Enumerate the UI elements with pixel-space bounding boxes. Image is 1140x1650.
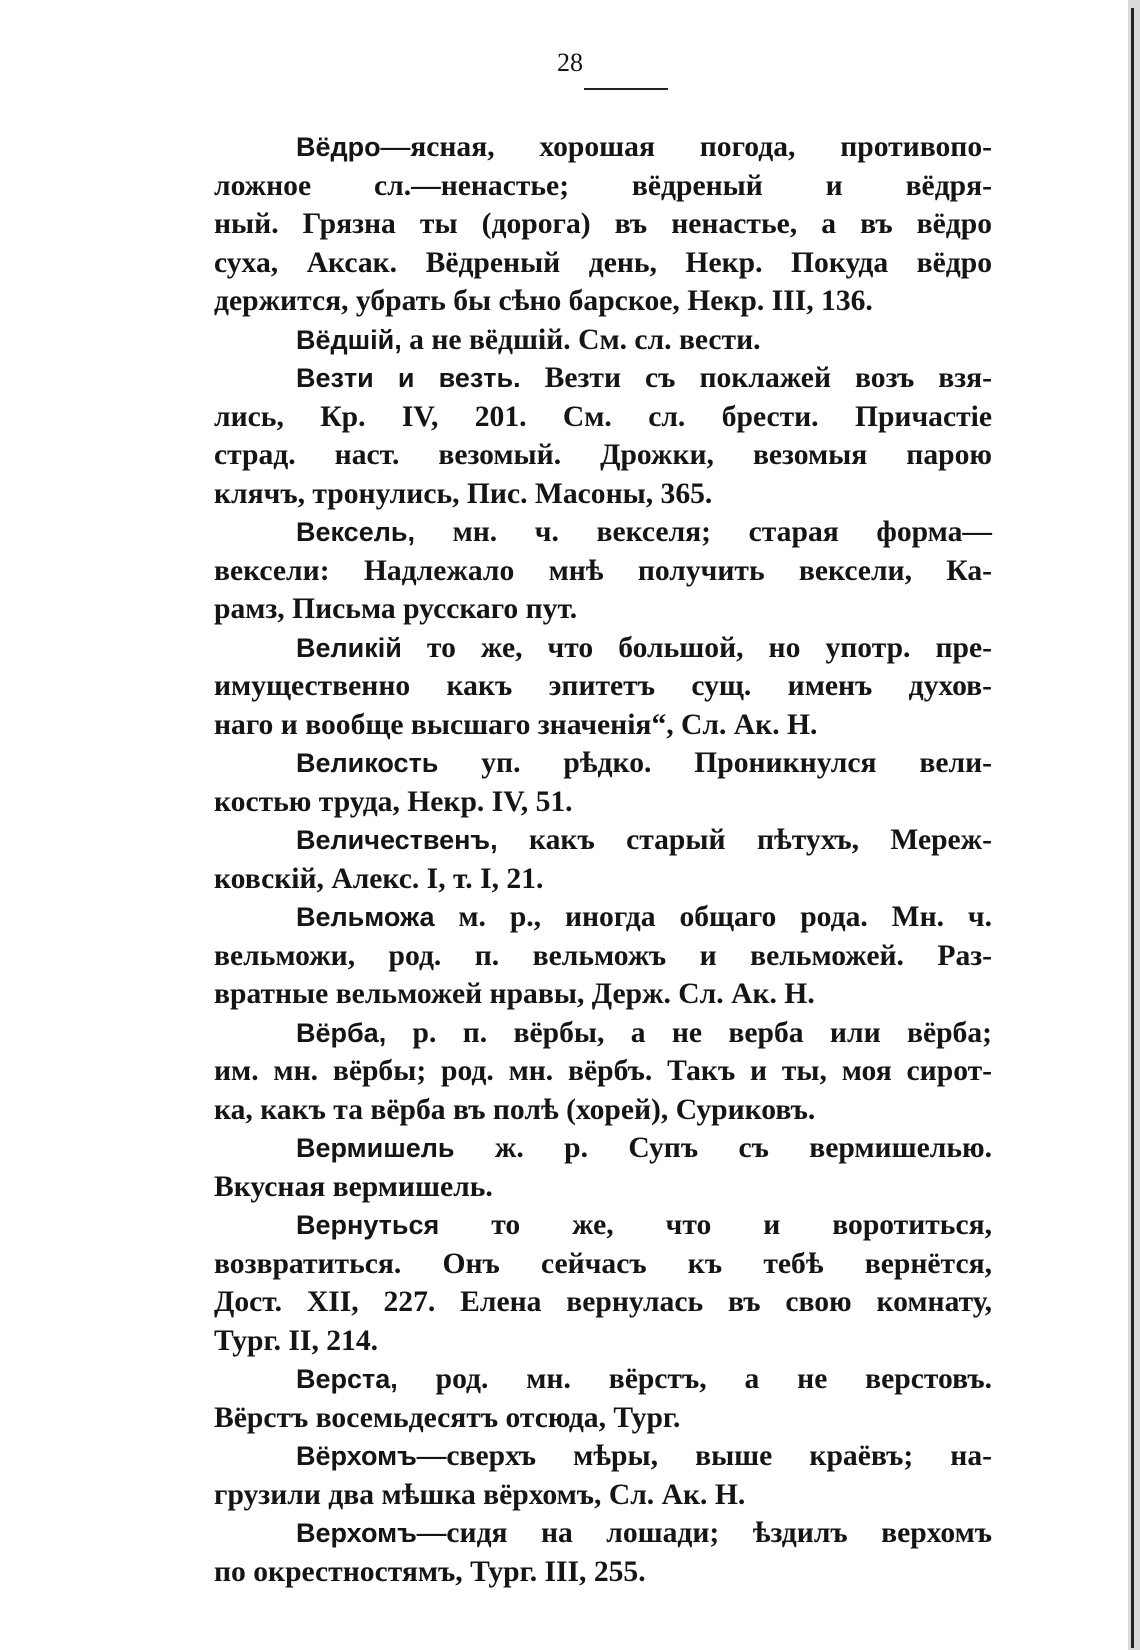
entry-line [214,359,992,398]
entry-text: клячъ, тронулись, Пис. Масоны, 365. [214,477,713,510]
entry-line [214,1553,992,1592]
entry-text: вельможи, род. п. вельможъ и вельможей. Раз- [214,939,992,972]
entry-text: Вёрстъ восемьдесятъ отсюда, Тург. [214,1401,681,1434]
entry-text: Вкусная вермишель. [214,1170,493,1203]
entry-text: страд. наст. везомый. Дрожки, везомыя парою [214,439,992,471]
entry-line [214,167,992,206]
entry-line [214,1091,992,1130]
entry-text: ложное сл.—ненастье; вёдреный и вёдря- [214,169,992,202]
entry-text: держится, убрать бы сѣно барское, Некр. III, 136. [214,285,873,317]
entry-text: суха, Аксак. Вёдреный день, Некр. Покуда вёдро [214,246,992,279]
entry-line [214,1322,992,1361]
entry-headword: Великій [296,632,402,663]
entry-text: грузили два мѣшка вёрхомъ, Сл. Ак. Н. [214,1478,746,1511]
entry-text: р. п. вёрбы, а не верба или вёрба; [386,1016,992,1049]
entry-text: уп. рѣдко. Проникнулся вели- [438,747,992,779]
entry-text: лись, Кр. IV, 201. См. сл. брести. Причастіе [214,400,992,433]
dictionary-entry [214,1360,992,1437]
entry-line [214,860,992,899]
entry-text: им. мн. вёрбы; род. мн. вёрбъ. Такъ и ты, моя сирот- [214,1055,992,1087]
entry-text: ка, какъ та вёрба въ полѣ (хорей), Суриковъ. [214,1093,816,1126]
entry-line [214,436,992,475]
entry-line [214,398,992,437]
entry-line [214,1476,992,1515]
dictionary-entry [214,629,992,745]
entry-line [214,205,992,244]
dictionary-entry [214,513,992,629]
entry-text: вратные вельможей нравы, Держ. Сл. Ак. Н. [214,978,815,1010]
entry-line [214,744,992,783]
entry-text: род. мн. вёрстъ, а не верстовъ. [397,1363,992,1395]
scan-top-edge [0,0,1140,22]
entry-text: Везти съ поклажей возъ взя- [520,362,992,394]
entry-text: Тург. II, 214. [214,1324,379,1357]
dictionary-column [214,128,992,1591]
entry-text: мн. ч. векселя; старая форма— [414,516,992,548]
entry-text: м. р., иногда общаго рода. Мн. ч. [434,901,992,933]
entry-text: а не вёдшій. См. сл. вести. [401,323,761,356]
entry-text: —сидя на лошади; ѣздилъ верхомъ [416,1517,992,1549]
entry-line [214,1168,992,1207]
entry-headword: Величественъ, [296,825,498,855]
entry-text: то же, что и воротиться, [439,1209,992,1241]
entry-headword: Вернуться [296,1210,440,1240]
entry-line [214,590,992,629]
entry-text: вексели: Надлежало мнѣ получить вексели, Ка- [214,554,992,587]
entry-line [214,783,992,822]
entry-line [214,244,992,283]
entry-text: ный. Грязна ты (дорога) въ ненастье, а въ вёдро [214,208,992,240]
entry-line [214,128,992,167]
entry-line [214,629,992,668]
entry-headword: Верста, [296,1364,398,1394]
entry-text: Дост. XII, 227. Елена вернулась въ свою комнату, [214,1286,992,1318]
entry-text: возвратиться. Онъ сейчасъ къ тебѣ вернётся, [214,1247,992,1280]
entry-line [214,1360,992,1399]
entry-text: ж. р. Супъ съ вермишелью. [454,1132,992,1164]
entry-text: какъ старый пѣтухъ, Мереж- [497,824,992,856]
entry-text: то же, что большой, но употр. пре- [401,631,992,664]
entry-headword: Вексель, [296,517,415,547]
entry-line [214,937,992,976]
entry-text: —ясная, хорошая погода, противопо- [380,131,992,163]
page-number: 28 [557,48,583,77]
entry-line [214,1014,992,1053]
entry-line [214,898,992,937]
entry-headword: Вёдро [296,132,381,162]
entry-text: —сверхъ мѣры, выше краёвъ; на- [416,1440,992,1472]
entry-line [214,1514,992,1553]
entry-line [214,821,992,860]
entry-headword: Вермишель [296,1133,455,1163]
entry-line [214,667,992,706]
entry-line [214,321,992,360]
entry-headword: Верхомъ [296,1518,417,1548]
entry-headword: Вёрхомъ [296,1441,417,1471]
entry-line [214,513,992,552]
entry-line [214,1129,992,1168]
entry-line [214,1399,992,1438]
dictionary-entry [214,1437,992,1514]
scan-right-edge [1128,0,1140,1650]
entry-text: рамз, Письма русскаго пут. [214,593,578,625]
entry-line [214,475,992,514]
entry-headword: Везти и везть. [296,363,521,393]
entry-line [214,706,992,745]
entry-line [214,975,992,1014]
entry-line [214,1052,992,1091]
dictionary-entry [214,1206,992,1360]
entry-line [214,1245,992,1284]
entry-line [214,282,992,321]
entry-text: имущественно какъ эпитетъ сущ. именъ духов- [214,670,992,702]
entry-line [214,552,992,591]
entry-text: по окрестностямъ, Тург. III, 255. [214,1555,646,1588]
entry-line [214,1283,992,1322]
dictionary-entry [214,128,992,321]
dictionary-entry [214,359,992,513]
dictionary-entry [214,1514,992,1591]
dictionary-entry [214,1014,992,1130]
dictionary-entry [214,321,992,360]
entry-headword: Вельможа [296,902,435,932]
entry-text: наго и вообще высшаго значенія“, Сл. Ак. Н. [214,708,818,741]
entry-headword: Великость [296,748,439,778]
entry-headword: Вёдшій, [296,324,402,355]
entry-text: ковскій, Алекс. I, т. I, 21. [214,862,544,895]
page-number-rule [584,88,668,90]
dictionary-entry [214,821,992,898]
entry-text: костью труда, Некр. IV, 51. [214,785,573,818]
dictionary-entry [214,744,992,821]
dictionary-entry [214,1129,992,1206]
dictionary-entry [214,898,992,1014]
entry-line [214,1206,992,1245]
entry-headword: Вёрба, [296,1017,387,1048]
entry-line [214,1437,992,1476]
